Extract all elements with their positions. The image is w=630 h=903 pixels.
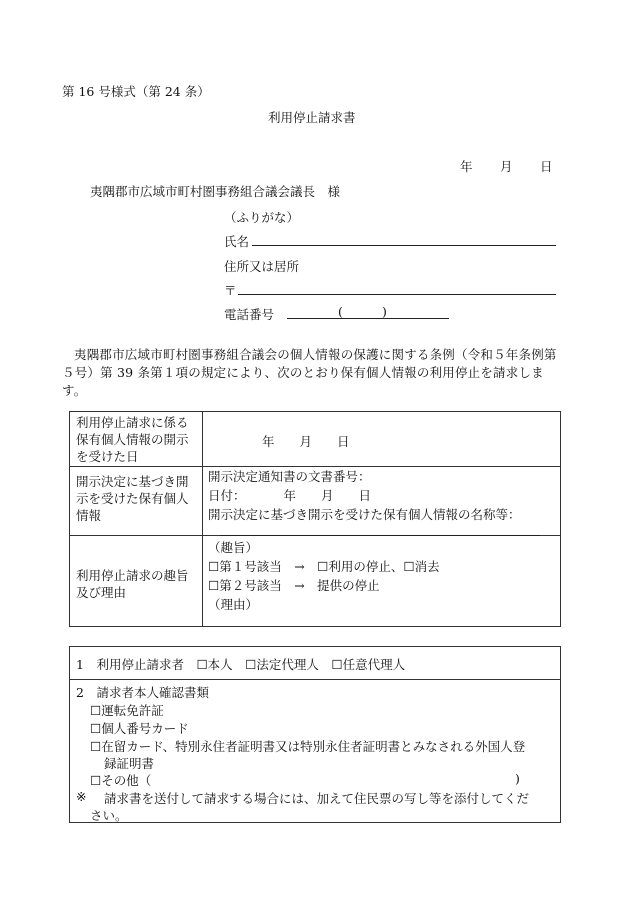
name-label: 氏名 xyxy=(224,234,250,249)
note-mark: ※ xyxy=(76,789,87,804)
postal-mark: 〒 xyxy=(224,283,237,298)
phone-label: 電話番号 xyxy=(224,307,275,322)
note-line2: さい。 xyxy=(90,808,128,823)
id-docs-header: 2 請求者本人確認書類 xyxy=(76,685,209,700)
table2-row-sep xyxy=(69,679,561,680)
id-doc-other[interactable]: ☐その他（ xyxy=(90,773,152,788)
id-doc-residence-card[interactable]: ☐在留カード、特別永住者証明書又は特別永住者証明書とみなされる外国人登 xyxy=(90,739,526,754)
info-name-field[interactable] xyxy=(220,523,540,536)
id-doc-mynumber-card[interactable]: ☐個人番号カード xyxy=(90,721,189,736)
date-value: 年 月 日 xyxy=(283,488,372,503)
date-label: 日付： xyxy=(208,488,246,503)
disclosure-date-value: 年 月 日 xyxy=(262,434,350,449)
addressee: 夷隅郡市広域市町村圏事務組合議会議長 様 xyxy=(90,184,341,199)
date-day: 日 xyxy=(540,159,553,174)
reason-header: （理由） xyxy=(208,597,259,612)
id-doc-other-close: ) xyxy=(515,771,520,786)
name-field[interactable] xyxy=(252,232,556,246)
address-label: 住所又は居所 xyxy=(224,259,300,274)
disclosure-date-label: 利用停止請求に係る保有個人情報の開示を受けた日 xyxy=(76,415,189,464)
purpose-header: （趣旨） xyxy=(208,540,259,555)
phone-field[interactable] xyxy=(287,305,449,319)
body-text: 夷隅郡市広域市町村圏事務組合議会の個人情報の保護に関する条例（令和５年条例第５号）第 39 条第１項の規定により、次のとおり保有個人情報の利用停止を請求します。 xyxy=(62,347,557,398)
address-field[interactable] xyxy=(238,281,556,295)
date-month: 月 xyxy=(500,159,513,174)
doc-number-label: 開示決定通知書の文書番号： xyxy=(208,469,371,484)
disclosed-info-label: 開示決定に基づき開示を受けた保有個人情報 xyxy=(76,474,189,523)
id-doc-drivers-license[interactable]: ☐運転免許証 xyxy=(90,703,164,718)
page-title: 利用停止請求書 xyxy=(268,110,356,125)
purpose-reason-label: 利用停止請求の趣旨及び理由 xyxy=(76,568,189,600)
requester-type-row[interactable]: 1 利用停止請求者 ☐本人 ☐法定代理人 ☐任意代理人 xyxy=(76,657,406,672)
phone-paren-open: ( xyxy=(338,304,343,319)
table1-divider xyxy=(202,411,203,627)
id-doc-residence-card-cont: 録証明書 xyxy=(104,756,155,771)
note-line1: 請求書を送付して請求する場合には、加えて住民票の写し等を添付してくだ xyxy=(104,791,530,806)
date-year: 年 xyxy=(460,159,473,174)
info-name-label: 開示決定に基づき開示を受けた保有個人情報の名称等： xyxy=(208,507,521,522)
phone-paren-close: ) xyxy=(382,304,387,319)
option-clause2[interactable]: ☐第２号該当 → 提供の停止 xyxy=(208,578,380,593)
furigana-label: （ふりがな） xyxy=(224,210,300,225)
form-number: 第 16 号様式（第 24 条） xyxy=(62,84,210,99)
option-clause1[interactable]: ☐第１号該当 → ☐利用の停止、☐消去 xyxy=(208,559,440,574)
